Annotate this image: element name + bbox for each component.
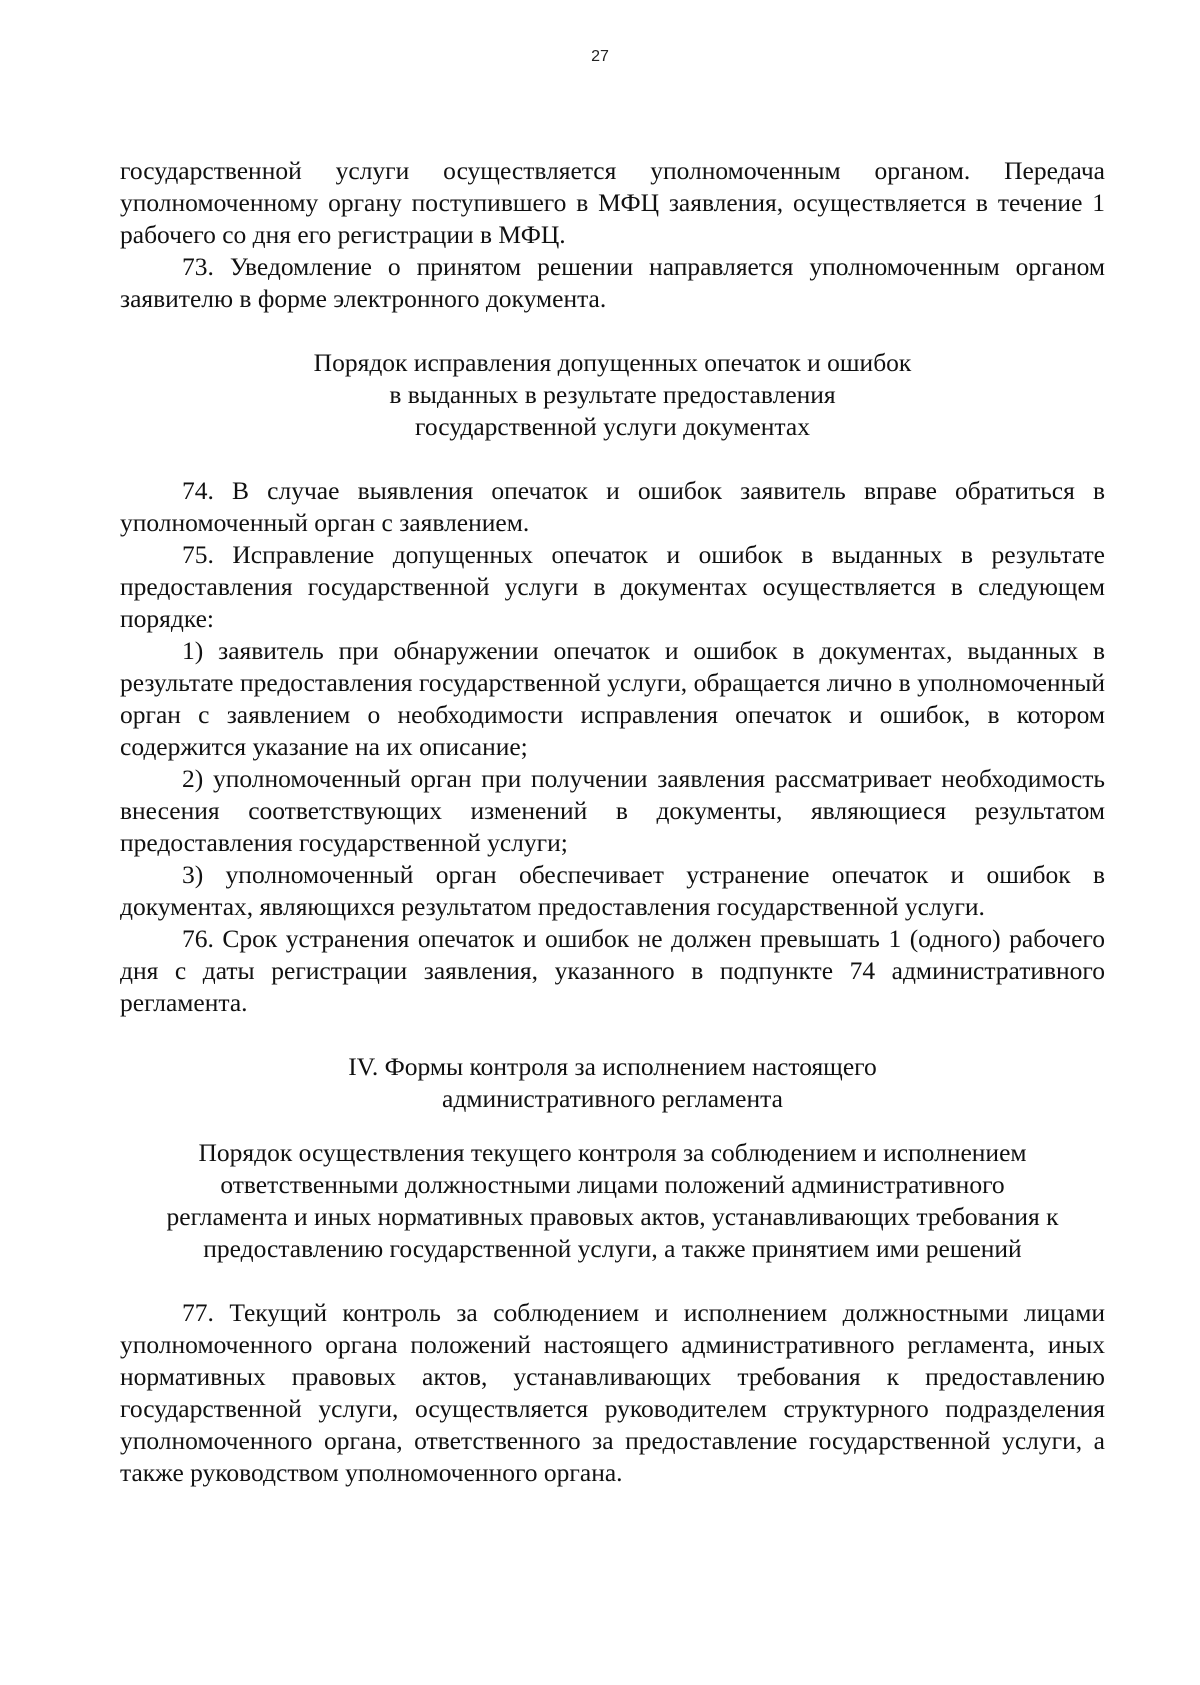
heading-line: регламента и иных нормативных правовых актов, устанавливающих требования к (166, 1202, 1059, 1231)
paragraph-75-item-1: 1) заявитель при обнаружении опечаток и ошибок в документах, выданных в результате предоставления государственной услуги, обращается лично в уполномоченный орган с заявлением о необходимости исправления опечаток и ошибок, в котором содержится указание на их описание; (120, 636, 1105, 761)
section-heading-corrections (120, 347, 1105, 443)
paragraph-75: 75. Исправление допущенных опечаток и ошибок в выданных в результате предоставления государственной услуги в документах осуществляется в следующем порядке: (120, 540, 1105, 633)
heading-line: IV. Формы контроля за исполнением настоящего (348, 1052, 877, 1081)
section-heading-current-control (120, 1137, 1105, 1265)
heading-line: в выданных в результате предоставления (389, 380, 836, 409)
page-number: 27 (591, 48, 609, 65)
paragraph-75-item-2: 2) уполномоченный орган при получении заявления рассматривает необходимость внесения соответствующих изменений в документы, являющиеся результатом предоставления государственной услуги; (120, 764, 1105, 857)
paragraph-77: 77. Текущий контроль за соблюдением и исполнением должностными лицами уполномоченного органа положений настоящего административного регламента, иных нормативных правовых актов, устанавливающих требования к предоставлению государственной услуги, осуществляется руководителем структурного подразделения уполномоченного органа, ответственного за предоставление государственной услуги, а также руководством уполномоченного органа. (120, 1298, 1105, 1487)
heading-line: предоставлению государственной услуги, а также принятием ими решений (203, 1234, 1022, 1263)
heading-line: ответственными должностными лицами положений административного (220, 1170, 1005, 1199)
heading-line: государственной услуги документах (415, 412, 810, 441)
heading-line: Порядок исправления допущенных опечаток и ошибок (313, 348, 912, 377)
heading-line: Порядок осуществления текущего контроля за соблюдением и исполнением (198, 1138, 1027, 1167)
paragraph-73: 73. Уведомление о принятом решении направляется уполномоченным органом заявителю в форме электронного документа. (120, 252, 1105, 313)
chapter-heading-iv (120, 1051, 1105, 1115)
paragraph-75-item-3: 3) уполномоченный орган обеспечивает устранение опечаток и ошибок в документах, являющихся результатом предоставления государственной услуги. (120, 860, 1105, 921)
paragraph-continuation: государственной услуги осуществляется уполномоченным органом. Передача уполномоченному органу поступившего в МФЦ заявления, осуществляется в течение 1 рабочего со дня его регистрации в МФЦ. (120, 156, 1105, 249)
paragraph-76: 76. Срок устранения опечаток и ошибок не должен превышать 1 (одного) рабочего дня с даты регистрации заявления, указанного в подпункте 74 административного регламента. (120, 924, 1105, 1017)
heading-line: административного регламента (442, 1084, 783, 1113)
document-body (120, 155, 1105, 1489)
paragraph-74: 74. В случае выявления опечаток и ошибок заявитель вправе обратиться в уполномоченный орган с заявлением. (120, 476, 1105, 537)
